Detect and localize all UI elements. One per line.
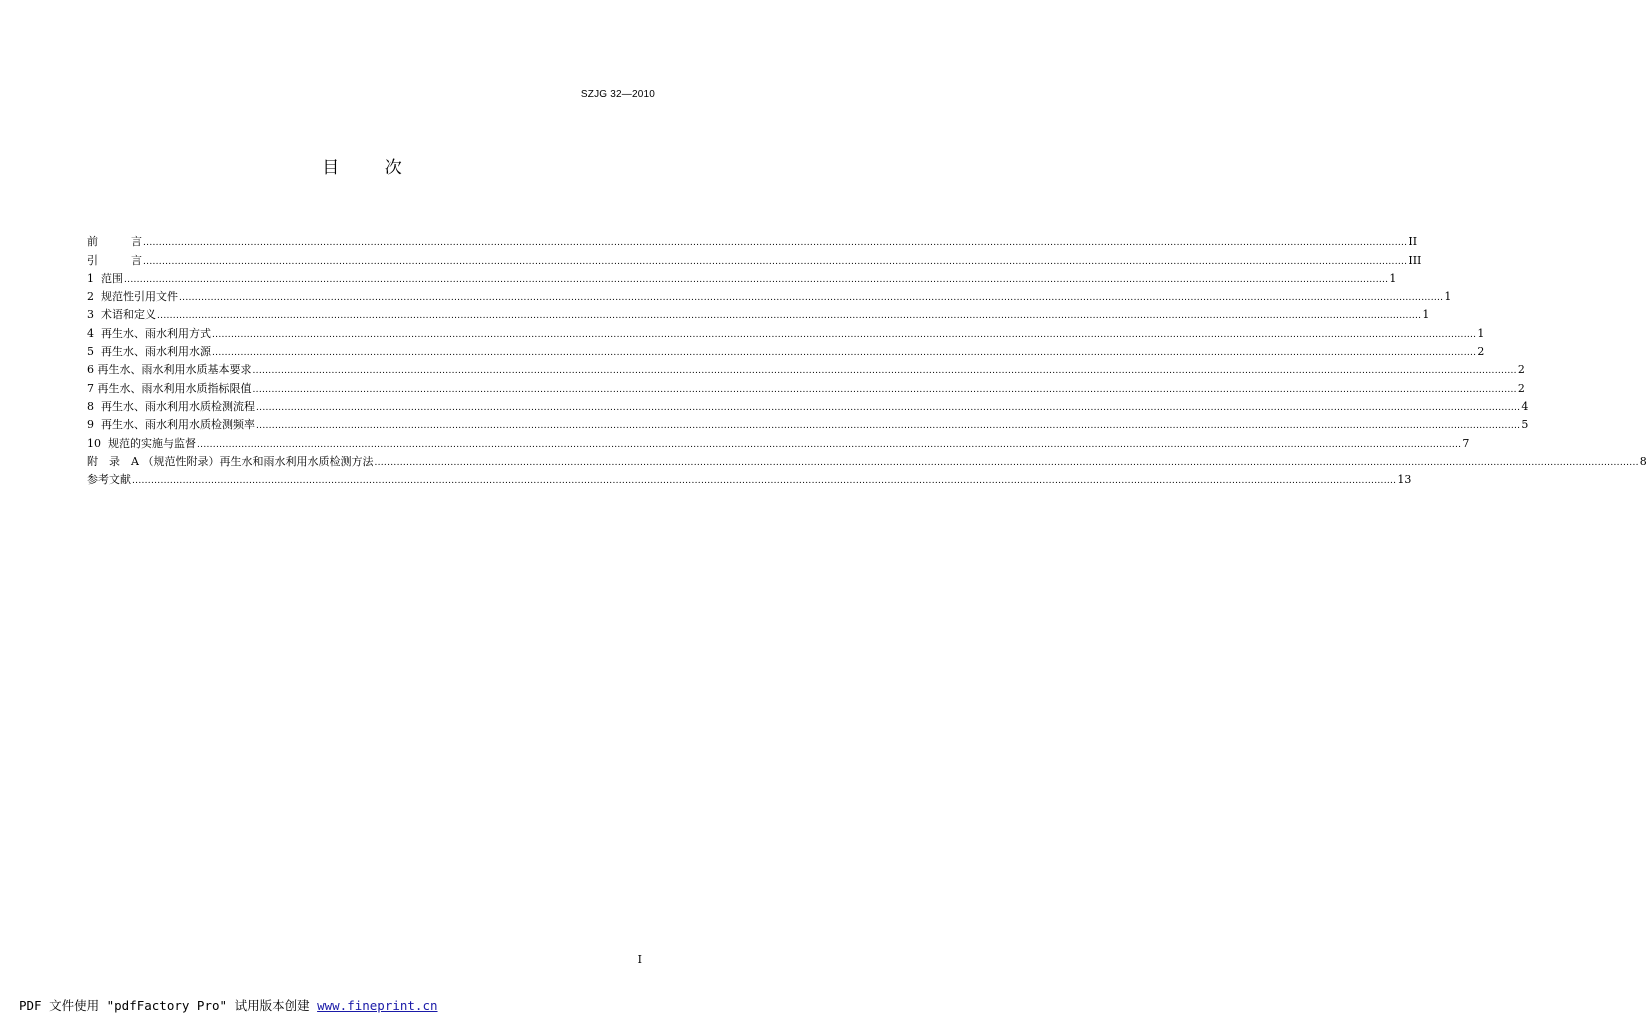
- toc-dot-leader: ................................................................................................................................................................................................................................................................................................................................................................................................................: [143, 256, 1408, 267]
- toc-entry-page: 1: [1389, 271, 1397, 285]
- toc-entry-label: 6 再生水、雨水利用水质基本要求: [87, 363, 252, 377]
- toc-dot-leader: ................................................................................................................................................................................................................................................................................................................................................................................................................: [252, 366, 1517, 377]
- toc-entry[interactable]: [87, 396, 1529, 414]
- toc-entry-label: 9 再生水、雨水利用水质检测频率: [87, 418, 255, 432]
- toc-entry[interactable]: [87, 249, 1422, 267]
- toc-entry-label: 7 再生水、雨水利用水质指标限值: [87, 381, 252, 395]
- toc-entry-page: 7: [1462, 436, 1470, 450]
- toc-dot-leader: ................................................................................................................................................................................................................................................................................................................................................................................................................: [212, 329, 1477, 340]
- toc-entry[interactable]: [87, 359, 1525, 377]
- toc-dot-leader: ................................................................................................................................................................................................................................................................................................................................................................................................................: [124, 274, 1389, 285]
- toc-entry[interactable]: [87, 268, 1397, 286]
- toc-entry-label: 引 言: [87, 253, 142, 267]
- toc-entry-label: 4 再生水、雨水利用方式: [87, 326, 211, 340]
- toc-entry-label: 参考文献: [87, 473, 131, 487]
- toc-entry-page: 2: [1517, 381, 1525, 395]
- toc-entry-page: 4: [1521, 399, 1529, 413]
- toc-entry[interactable]: [87, 231, 1418, 249]
- toc-dot-leader: ................................................................................................................................................................................................................................................................................................................................................................................................................: [197, 439, 1462, 450]
- toc-entry[interactable]: [87, 414, 1529, 432]
- toc-entry-label: 8 再生水、雨水利用水质检测流程: [87, 399, 255, 413]
- toc-entry-page: 8: [1639, 454, 1647, 468]
- toc-entry-page: 1: [1422, 308, 1430, 322]
- toc-entry[interactable]: [87, 322, 1485, 340]
- toc-entry-label: 1 范围: [87, 271, 123, 285]
- toc-entry-page: III: [1408, 253, 1422, 267]
- title-char-2: 次: [384, 158, 402, 178]
- toc-entry-page: 2: [1517, 363, 1525, 377]
- toc-dot-leader: ................................................................................................................................................................................................................................................................................................................................................................................................................: [132, 476, 1397, 487]
- toc-entry[interactable]: [87, 286, 1452, 304]
- footer-text: PDF 文件使用 "pdfFactory Pro" 试用版本创建: [19, 998, 318, 1013]
- toc-dot-leader: ................................................................................................................................................................................................................................................................................................................................................................................................................: [179, 293, 1444, 304]
- toc-entry[interactable]: [87, 432, 1470, 450]
- title-char-1: 目: [322, 158, 340, 178]
- toc-entry-page: 1: [1477, 326, 1485, 340]
- pdf-footer: [19, 996, 438, 1014]
- toc-entry[interactable]: [87, 451, 1647, 469]
- page-number: I: [637, 953, 642, 966]
- toc-entry-page: II: [1408, 235, 1418, 249]
- toc-entry-label: 前 言: [87, 235, 142, 249]
- toc-entry-label: 5 再生水、雨水利用水源: [87, 345, 211, 359]
- toc-entry-page: 2: [1477, 345, 1485, 359]
- table-of-contents: [87, 231, 1647, 487]
- toc-dot-leader: ................................................................................................................................................................................................................................................................................................................................................................................................................: [256, 421, 1521, 432]
- toc-dot-leader: ................................................................................................................................................................................................................................................................................................................................................................................................................: [143, 238, 1408, 249]
- toc-entry-page: 13: [1397, 473, 1412, 487]
- toc-dot-leader: ................................................................................................................................................................................................................................................................................................................................................................................................................: [374, 457, 1639, 468]
- toc-entry[interactable]: [87, 304, 1430, 322]
- fineprint-link[interactable]: www.fineprint.cn: [317, 998, 438, 1013]
- toc-dot-leader: ................................................................................................................................................................................................................................................................................................................................................................................................................: [252, 384, 1517, 395]
- toc-entry[interactable]: [87, 341, 1485, 359]
- toc-entry[interactable]: [87, 377, 1525, 395]
- toc-dot-leader: ................................................................................................................................................................................................................................................................................................................................................................................................................: [256, 402, 1521, 413]
- toc-entry[interactable]: [87, 469, 1412, 487]
- toc-dot-leader: ................................................................................................................................................................................................................................................................................................................................................................................................................: [212, 348, 1477, 359]
- toc-entry-page: 1: [1444, 290, 1452, 304]
- standard-code: SZJG 32—2010: [580, 89, 655, 100]
- toc-dot-leader: ................................................................................................................................................................................................................................................................................................................................................................................................................: [157, 311, 1422, 322]
- toc-entry-page: 5: [1521, 418, 1529, 432]
- toc-entry-label: 2 规范性引用文件: [87, 290, 178, 304]
- toc-entry-label: 附 录 A （规范性附录）再生水和雨水利用水质检测方法: [87, 454, 374, 468]
- toc-entry-label: 10 规范的实施与监督: [87, 436, 196, 450]
- toc-entry-label: 3 术语和定义: [87, 308, 156, 322]
- page-title: [0, 153, 724, 178]
